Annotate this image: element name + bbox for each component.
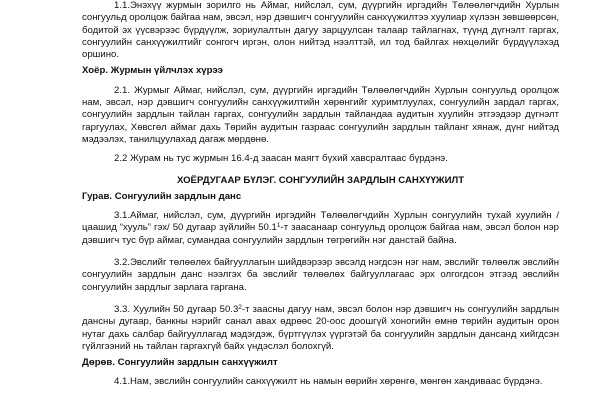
paragraph-3-1-superscript: 1 [276, 222, 281, 230]
paragraph-2-2: 2.2 Журам нь тус журмын 16.4-д заасан маягт бүхий хавсралтаас бүрдэнэ. [114, 153, 448, 165]
paragraph-3-1 [82, 210, 559, 247]
paragraph-3-2: 3.2.Эвслийг төлөөлөх байгууллагын шийдвэрээр эвсэлд нэгдсэн нэг нам, эвслийг төлөөлж эвслийн сонгуулийн зардлын данс нээлгэх ба эвслийг төлөөлөх байгууллагаас эрх олгогдсон этгээд эвслийн сонгуулийн зардлыг зарлага гаргана. [82, 257, 559, 293]
paragraph-3-1-text-a: 3.1.Аймаг, нийслэл, сум, дүүргийн иргэдийн Төлөөлөгчдийн Хурлын сонгуулийн тухай хуулийн /цаашид “хууль” гэх/ 50 дугаар зүйлийн 50.1 [82, 210, 559, 234]
chapter-heading: ХОЁРДУГААР БҮЛЭГ. СОНГУУЛИЙН ЗАРДЛЫН САНХҮҮЖИЛТ [176, 174, 465, 186]
paragraph-3-1-text-b: -т заасанаар сонгуульд оролцож байгаа нам, эвсэл болон нэр дэвшигч тус бүр аймаг, сумандаа сонгуулийн зардлын төгрөгийн нэг данстай байна. [82, 222, 559, 246]
paragraph-2-1: 2.1. Журмыг Аймаг, нийслэл, сум, дүүргийн иргэдийн Төлөөлөгчдийн Хурлын сонгуульд оролцож нам, эвсэл, нэр дэвшигч сонгуулийн санхүүжилтийн хөрөнгийг хуримтлуулах, сонгуулийн зардал гаргах, сонгуулийн зардлын тайлан гаргах, сонгуулийн зардлын тайландаа аудитын хуулийн этгээдээр дүгнэлт гаргуулах, Хөвсгөл аймаг дахь Төрийн аудитын газраас сонгуулийн зардлын тайланг хянаж, дүнг нийтэд мэдээлэх, танилцуулахад дагаж мөрдөнө. [82, 84, 559, 145]
paragraph-3-3-superscript: 2 [238, 303, 242, 311]
paragraph-3-3-text-a: 3.3. Хуулийн 50 дугаар 50.3 [114, 303, 239, 315]
section-heading-scope: Хоёр. Журмын үйлчлэх хүрээ [82, 65, 223, 77]
paragraph-4-1: 4.1.Нам, эвслийн сонгуулийн санхүүжилт нь намын өөрийн хөрөнгө, мөнгөн хандивааc бүрдэнэ. [114, 376, 543, 388]
paragraph-1-1: 1.1.Энэхүү журмын зорилго нь Аймаг, нийслэл, сум, дүүргийн иргэдийн Төлөөлөгчдийн Хурлын сонгуульд оролцож байгаа нам, эвсэл, нэр дэвшигч сонгуулийн санхүүжилтээ хуулиар хүлээн зөвшөөрсөн, бодитой эх үүсвэрээс бүрдүүлж, зориулалтын дагуу зарцуулсан талаар тайлагнах, түүнд дүгнэлт гаргах, сонгуулийн санхүүжилтийг сонгогч иргэн, олон нийтэд нээлттэй, ил тод байлгах нөхцөлийг бүрдүүлэхэд оршино. [82, 0, 559, 61]
section-heading-account: Гурав. Сонгуулийн зардлын данс [82, 190, 242, 202]
section-heading-financing: Дөрөв. Сонгуулийн зардлын санхүүжилт [82, 357, 278, 369]
paragraph-3-3 [82, 304, 559, 353]
paragraph-3-3-text-b: -т заасны дагуу нам, эвсэл болон нэр дэвшигч нь сонгуулийн зардлын дансны дугаар, банкны нэрийг санал авах өдрөөс 20-оос доошгүй хоногийн өмнө төрийн аудитын орон нутаг дахь салбар байгууллагад мэдэгдэж, бүртгүүлэх үүргэтэй ба сонгуулийн зардлын дансанд хийгдсэн гүйлгээний нь тайлан гаргахгүй байх үндэслэл болохгүй. [82, 303, 559, 352]
